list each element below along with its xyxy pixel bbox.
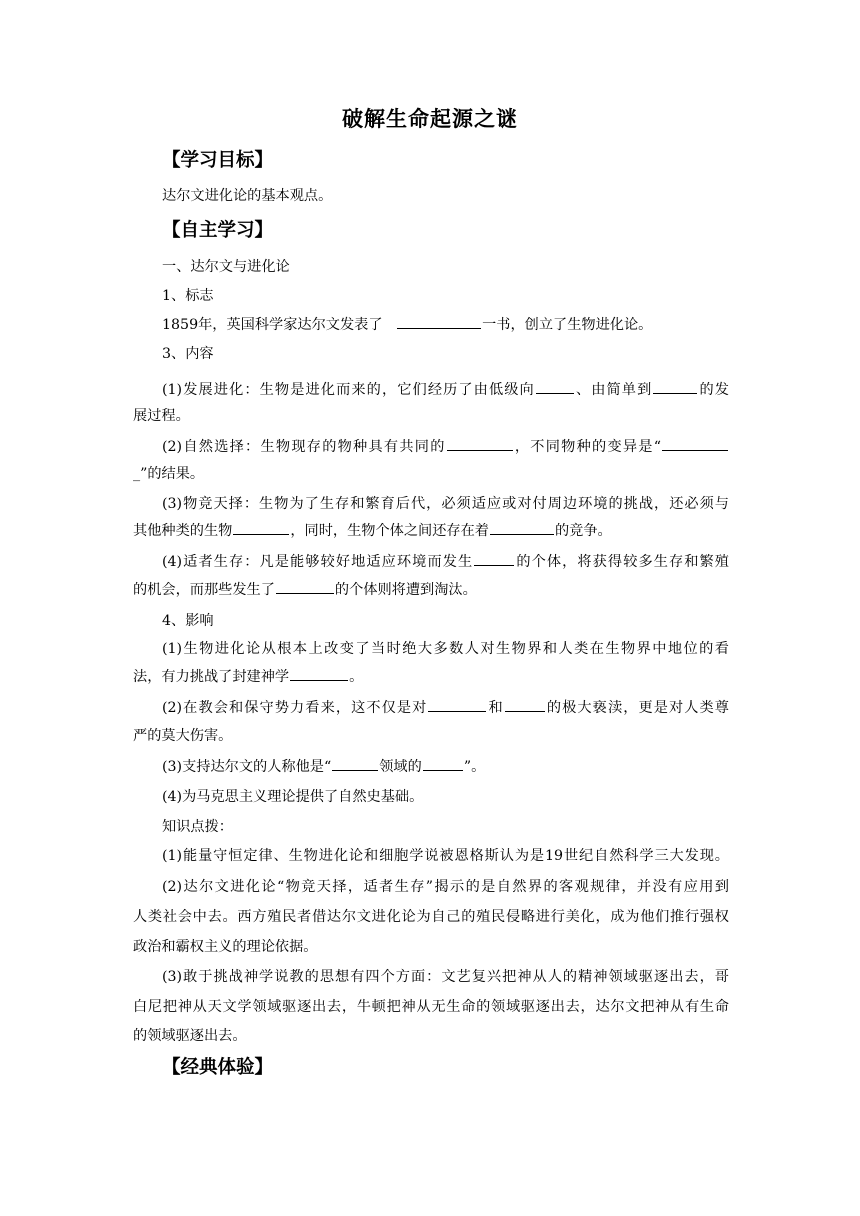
tip-line: 人类社会中去。西方殖民者借达尔文进化论为自己的殖民侵略进行美化，成为他们推行强权 xyxy=(133,909,729,925)
paragraph-line xyxy=(162,436,729,458)
fill-blank-high-level[interactable] xyxy=(536,379,574,394)
text-segment: 法，有力挑战了封建神学 xyxy=(133,669,290,685)
paragraph-line: (3)物竞天择：生物为了生存和繁育后代，必须适应或对付周边环境的挑战，还必须与 xyxy=(162,496,729,512)
fill-blank-book[interactable] xyxy=(397,314,481,329)
text-segment: 、由简单到 xyxy=(574,382,653,398)
heading-classic: 【经典体验】 xyxy=(162,1057,274,1078)
objective-text: 达尔文进化论的基本观点。 xyxy=(162,188,333,204)
fill-blank-biology[interactable] xyxy=(332,756,378,771)
fill-blank-newton[interactable] xyxy=(423,756,463,771)
paragraph-line: (1)生物进化论从根本上改变了当时绝大多数人对生物界和人类在生物界中地位的看 xyxy=(162,641,729,657)
heading-self-study: 【自主学习】 xyxy=(162,220,274,241)
text-segment: 和 xyxy=(487,700,504,716)
paragraph-line xyxy=(133,579,477,601)
text-segment: 的机会，而那些发生了 xyxy=(133,582,275,598)
text-segment: (1)发展进化：生物是进化而来的，它们经历了由低级向 xyxy=(162,382,535,398)
text-segment: (4)适者生存：凡是能够较好地适应环境而发生 xyxy=(162,554,474,570)
fill-blank-complex[interactable] xyxy=(653,379,697,394)
text-segment: (2)自然选择：生物现存的物种具有共同的 xyxy=(162,439,446,455)
paragraph-line xyxy=(162,756,485,778)
fill-blank-god[interactable] xyxy=(428,697,486,712)
text-segment: (2)在教会和保守势力看来，这不仅是对 xyxy=(162,700,428,716)
tip-line: 政治和霸权主义的理论依据。 xyxy=(133,939,318,955)
text-segment: 的竞争。 xyxy=(554,523,612,539)
paragraph-line xyxy=(133,520,612,542)
text-segment: (3)支持达尔文的人称他是“ xyxy=(162,759,332,775)
text-segment: 一书，创立了生物进化论。 xyxy=(482,317,653,333)
subheading-content: 3、内容 xyxy=(162,346,214,362)
text-segment: 的个体，将获得较多生存和繁殖 xyxy=(515,554,729,570)
text-segment: 1859年，英国科学家达尔文发表了 xyxy=(162,317,383,333)
paragraph-line: _”的结果。 xyxy=(133,466,205,482)
tip-line: (2)达尔文进化论“物竞天择，适者生存”揭示的是自然界的客观规律，并没有应用到 xyxy=(162,879,729,895)
tip-line: 的领域驱逐出去。 xyxy=(133,1028,247,1044)
text-segment: 领域的 xyxy=(379,759,422,775)
paragraph-line xyxy=(162,379,729,401)
fill-blank-survival[interactable] xyxy=(490,520,554,535)
fill-blank-struggle[interactable] xyxy=(233,520,289,535)
text-segment: 的极大亵渎，更是对人类尊 xyxy=(545,700,729,716)
paragraph-line: (4)为马克思主义理论提供了自然史基础。 xyxy=(162,789,424,805)
fill-blank-unfavorable-variation[interactable] xyxy=(276,579,334,594)
text-segment: ，不同物种的变异是“ xyxy=(513,439,661,455)
text-segment: ”。 xyxy=(463,759,486,775)
fill-blank-creationism[interactable] xyxy=(290,666,348,681)
text-segment: 其他种类的生物 xyxy=(133,523,233,539)
fill-blank-church[interactable] xyxy=(505,697,545,712)
tips-heading: 知识点拨： xyxy=(162,819,233,835)
tip-line: (3)敢于挑战神学说教的思想有四个方面：文艺复兴把神从人的精神领域驱逐出去，哥 xyxy=(162,969,729,985)
text-segment: 。 xyxy=(349,669,364,685)
text-segment: ，同时，生物个体之间还存在着 xyxy=(290,523,489,539)
paragraph-line: 严的莫大伤害。 xyxy=(133,728,233,744)
tip-line: (1)能量守恒定律、生物进化论和细胞学说被恩格斯认为是19世纪自然科学三大发现。 xyxy=(162,848,729,864)
text-segment: 的发 xyxy=(698,382,729,398)
subheading-impact: 4、影响 xyxy=(162,613,214,629)
section-heading: 一、达尔文与进化论 xyxy=(162,259,290,275)
tip-line: 白尼把神从天文学领域驱逐出去，牛顿把神从无生命的领域驱逐出去，达尔文把神从有生命 xyxy=(133,999,729,1015)
fill-blank-natural-selection[interactable] xyxy=(662,436,728,451)
heading-objective: 【学习目标】 xyxy=(162,150,274,171)
subheading-marker: 1、标志 xyxy=(162,288,214,304)
paragraph-line xyxy=(162,314,652,336)
page-title: 破解生命起源之谜 xyxy=(342,107,518,131)
paragraph-line: 展过程。 xyxy=(133,408,190,424)
fill-blank-ancestor[interactable] xyxy=(447,436,513,451)
paragraph-line xyxy=(133,666,363,688)
paragraph-line xyxy=(162,697,729,719)
text-segment: 的个体则将遭到淘汰。 xyxy=(334,582,477,598)
paragraph-line xyxy=(162,551,729,573)
fill-blank-favorable-variation[interactable] xyxy=(474,551,514,566)
